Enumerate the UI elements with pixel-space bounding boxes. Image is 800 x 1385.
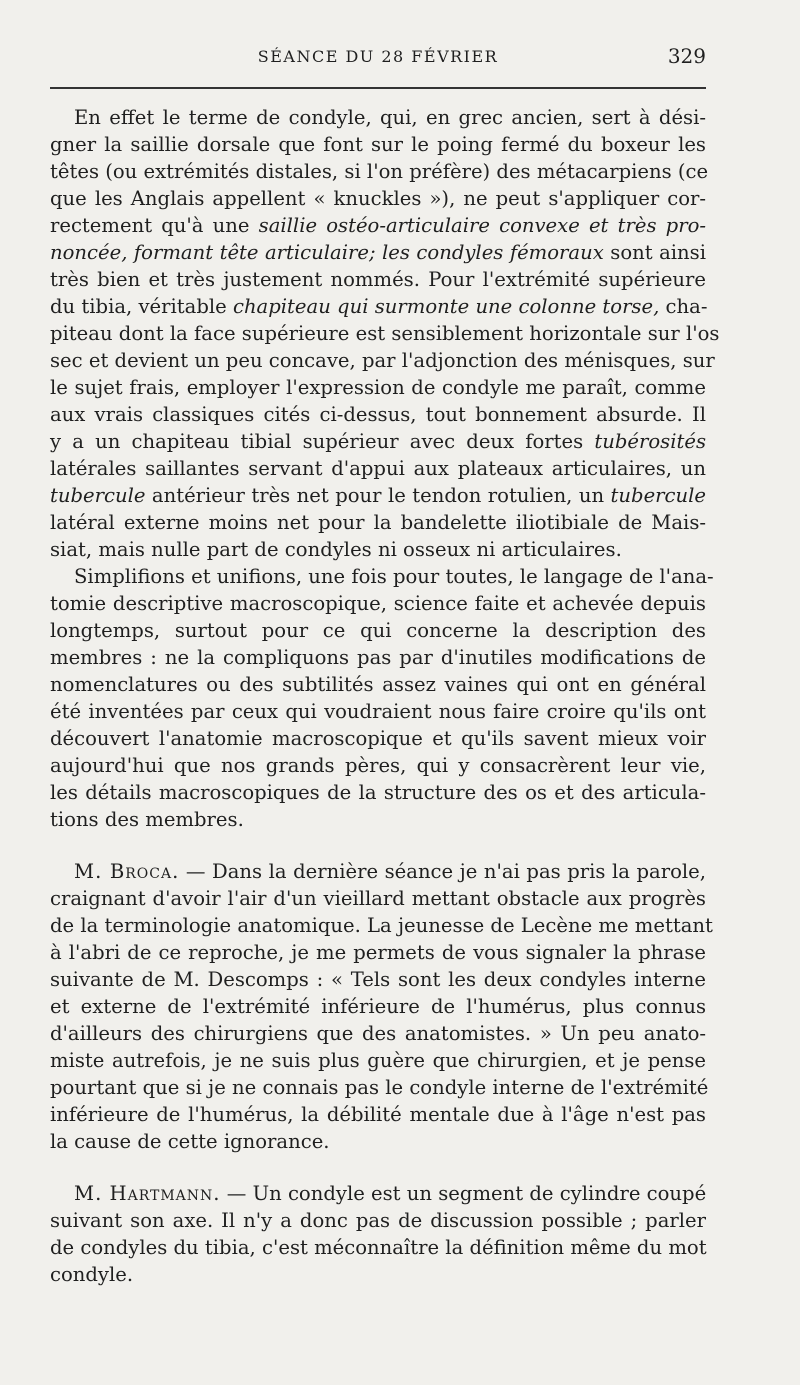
paragraph-4 <box>50 1180 706 1288</box>
text-line <box>50 1074 709 1101</box>
text-line <box>50 131 706 158</box>
italic-text: noncée, formant tête articulaire; les condyles fémoraux <box>50 241 604 264</box>
text-run: tions des membres. <box>50 808 244 831</box>
text-line <box>50 563 714 590</box>
text-run: siat, mais nulle part de condyles ni osseux ni articulaires. <box>50 538 622 561</box>
text-line <box>50 725 706 752</box>
text-line <box>50 1047 706 1074</box>
text-line <box>50 590 706 617</box>
text-run: — Un condyle est un segment de cylindre coupé <box>220 1182 707 1205</box>
text-run: gner la saillie dorsale que font sur le poing fermé du boxeur les <box>50 133 706 156</box>
text-run: nomenclatures ou des subtilités assez vaines qui ont en général <box>50 673 706 696</box>
text-run: pourtant que si je ne connais pas le condyle interne de l'extrémité <box>50 1076 709 1099</box>
italic-text: chapiteau qui surmonte une colonne torse, <box>232 295 660 318</box>
text-line <box>50 509 706 536</box>
text-run: été inventées par ceux qui voudraient nous faire croire qu'ils ont <box>50 700 706 723</box>
text-run: craignant d'avoir l'air d'un vieillard mettant obstacle aux progrès <box>50 887 706 910</box>
text-run: la cause de cette ignorance. <box>50 1130 330 1153</box>
text-run: de condyles du tibia, c'est méconnaître la définition même du mot <box>50 1236 707 1259</box>
text-run: Simplifions et unifions, une fois pour toutes, le langage de l'ana- <box>74 565 714 588</box>
page-header <box>50 44 706 72</box>
text-line <box>50 806 706 833</box>
text-line <box>50 912 713 939</box>
paragraph-gap <box>50 1155 706 1180</box>
text-line <box>50 266 706 293</box>
text-line <box>50 752 706 779</box>
text-line <box>50 1128 706 1155</box>
text-run: miste autrefois, je ne suis plus guère que chirurgien, et je pense <box>50 1049 706 1072</box>
italic-text: tubercule <box>50 484 146 507</box>
running-head: SÉANCE DU 28 FÉVRIER <box>257 47 499 66</box>
text-run: En effet le terme de condyle, qui, en grec ancien, sert à dési- <box>74 106 706 129</box>
text-line <box>50 993 706 1020</box>
italic-text: tubérosités <box>594 430 706 453</box>
text-run: que les Anglais appellent « knuckles »), ne peut s'appliquer cor- <box>50 187 706 210</box>
text-line <box>50 939 706 966</box>
italic-text: tubercule <box>610 484 706 507</box>
speaker-name: M. Broca. <box>74 860 180 883</box>
text-run: têtes (ou extrémités distales, si l'on préfère) des métacarpiens (ce <box>50 160 709 183</box>
paragraph-1 <box>50 104 720 563</box>
text-run: sont ainsi <box>603 241 706 264</box>
text-run: découvert l'anatomie macroscopique et qu'ils savent mieux voir <box>50 727 706 750</box>
text-line <box>50 239 706 266</box>
text-line <box>50 185 706 212</box>
text-line <box>50 779 706 806</box>
text-line <box>50 1101 706 1128</box>
text-line <box>50 428 706 455</box>
text-line <box>50 482 706 509</box>
text-run: très bien et très justement nommés. Pour l'extrémité supérieure <box>50 268 706 291</box>
page-number: 329 <box>667 44 706 68</box>
text-line <box>50 374 706 401</box>
text-line <box>50 1234 706 1261</box>
text-line <box>50 1261 706 1288</box>
text-line <box>50 455 706 482</box>
text-run: rectement qu'à une <box>50 214 259 237</box>
text-line <box>50 885 706 912</box>
text-line <box>50 1207 706 1234</box>
text-run: cha- <box>659 295 708 318</box>
text-line <box>50 1180 706 1207</box>
text-line <box>50 293 706 320</box>
italic-text: saillie ostéo-articulaire convexe et très pro- <box>258 214 706 237</box>
text-run: latérales saillantes servant d'appui aux plateaux articulaires, un <box>50 457 706 480</box>
text-run: membres : ne la compliquons pas par d'inutiles modifications de <box>50 646 706 669</box>
text-line <box>50 536 706 563</box>
page-body <box>50 104 720 1288</box>
text-line <box>50 104 706 131</box>
text-run: suivante de M. Descomps : « Tels sont les deux condyles interne <box>50 968 706 991</box>
text-line <box>50 671 706 698</box>
text-run: aujourd'hui que nos grands pères, qui y consacrèrent leur vie, <box>50 754 706 777</box>
text-line <box>50 698 706 725</box>
text-run: et externe de l'extrémité inférieure de l'humérus, plus connus <box>50 995 706 1018</box>
text-line <box>50 158 709 185</box>
speaker-name: M. Hartmann. <box>74 1182 221 1205</box>
text-line <box>50 644 706 671</box>
text-line <box>50 401 706 428</box>
text-line <box>50 966 706 993</box>
text-run: à l'abri de ce reproche, je me permets de vous signaler la phrase <box>50 941 706 964</box>
paragraph-2 <box>50 563 714 833</box>
text-run: d'ailleurs des chirurgiens que des anatomistes. » Un peu anato- <box>50 1022 706 1045</box>
text-line <box>50 212 706 239</box>
text-run: antérieur très net pour le tendon rotulien, un <box>145 484 611 507</box>
text-line <box>50 320 720 347</box>
text-run: les détails macroscopiques de la structure des os et des articula- <box>50 781 706 804</box>
text-run: du tibia, véritable <box>50 295 233 318</box>
text-run: latéral externe moins net pour la bandelette iliotibiale de Mais- <box>50 511 706 534</box>
text-line <box>50 1020 706 1047</box>
header-rule <box>50 87 706 89</box>
text-run: de la terminologie anatomique. La jeunesse de Lecène me mettant <box>50 914 713 937</box>
text-run: sec et devient un peu concave, par l'adjonction des ménisques, sur <box>50 349 715 372</box>
text-run: tomie descriptive macroscopique, science faite et achevée depuis <box>50 592 706 615</box>
text-run: suivant son axe. Il n'y a donc pas de discussion possible ; parler <box>50 1209 706 1232</box>
text-run: longtemps, surtout pour ce qui concerne la description des <box>50 619 706 642</box>
paragraph-3 <box>50 858 713 1155</box>
text-run: piteau dont la face supérieure est sensiblement horizontale sur l'os <box>50 322 720 345</box>
text-run: aux vrais classiques cités ci-dessus, tout bonnement absurde. Il <box>50 403 706 426</box>
text-line <box>50 347 715 374</box>
paragraph-gap <box>50 833 706 858</box>
text-run: le sujet frais, employer l'expression de condyle me paraît, comme <box>50 376 706 399</box>
text-run: condyle. <box>50 1263 134 1286</box>
text-run: inférieure de l'humérus, la débilité mentale due à l'âge n'est pas <box>50 1103 706 1126</box>
text-line <box>50 617 706 644</box>
text-line <box>50 858 706 885</box>
text-run: — Dans la dernière séance je n'ai pas pris la parole, <box>179 860 706 883</box>
text-run: y a un chapiteau tibial supérieur avec deux fortes <box>50 430 595 453</box>
